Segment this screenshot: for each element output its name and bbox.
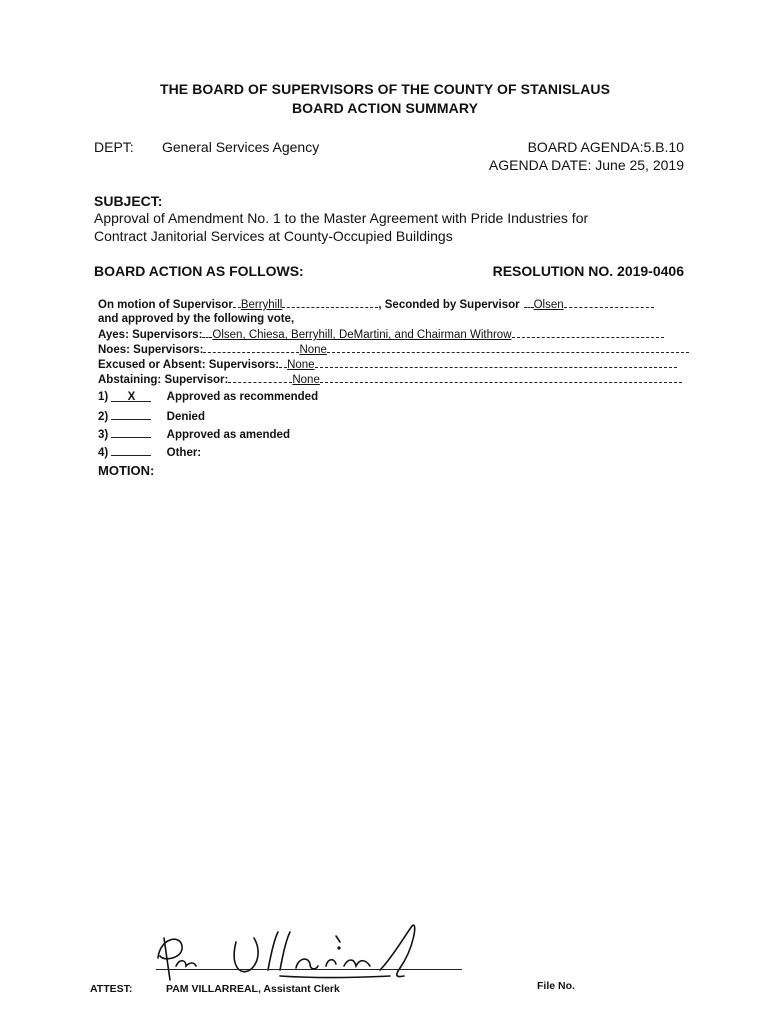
excused-line: [98, 358, 677, 371]
abstaining-value: None: [292, 374, 320, 386]
motion-label: On motion of Supervisor: [98, 299, 233, 311]
seconded-by: Olsen: [533, 299, 564, 311]
option-number: 4): [98, 447, 109, 459]
blank-line: [228, 373, 292, 383]
option-number: 2): [98, 411, 109, 423]
signature-image: [150, 918, 470, 988]
option-mark: [111, 445, 151, 456]
board-action-heading: BOARD ACTION AS FOLLOWS:: [94, 263, 304, 279]
subject-line-1: Approval of Amendment No. 1 to the Master Agreement with Pride Industries for: [94, 210, 589, 226]
file-number-label: File No.: [537, 980, 575, 992]
excused-value: None: [287, 359, 315, 371]
seconded-label: , Seconded by Supervisor: [378, 299, 520, 311]
subject-line-2: Contract Janitorial Services at County-Occupied Buildings: [94, 228, 453, 244]
blank-line: [282, 298, 378, 308]
blank-line: [320, 373, 682, 383]
abstaining-line: [98, 373, 682, 386]
abstaining-label: Abstaining: Supervisor:: [98, 374, 229, 386]
option-item: [98, 445, 201, 459]
motion-by: Berryhill: [240, 299, 283, 311]
option-label: Denied: [166, 411, 205, 423]
approved-by-vote: and approved by the following vote,: [98, 313, 295, 325]
option-number: 1): [98, 391, 109, 403]
excused-label: Excused or Absent: Supervisors:: [98, 359, 280, 371]
ayes-value: Olsen, Chiesa, Berryhill, DeMartini, and Chairman Withrow: [212, 329, 512, 341]
option-mark: [111, 427, 151, 438]
ayes-line: [98, 328, 664, 341]
blank-line: [327, 343, 689, 353]
signature-line: [156, 969, 462, 970]
option-item: [98, 409, 205, 423]
option-mark: [111, 409, 151, 420]
noes-line: [98, 343, 689, 356]
dept-value: General Services Agency: [162, 139, 320, 155]
ayes-label: Ayes: Supervisors:: [98, 329, 203, 341]
resolution-number: RESOLUTION NO. 2019-0406: [492, 263, 684, 279]
blank-line: [279, 358, 287, 368]
blank-line: [233, 298, 241, 308]
board-agenda: BOARD AGENDA:5.B.10: [527, 139, 684, 155]
subject-heading: SUBJECT:: [94, 193, 163, 209]
blank-line: [512, 328, 664, 338]
noes-value: None: [299, 344, 327, 356]
option-label: Other:: [166, 447, 202, 459]
option-item: [98, 391, 318, 403]
blank-line: [315, 358, 677, 368]
blank-line: [564, 298, 654, 308]
motion-label: MOTION:: [98, 463, 155, 478]
dept-label: DEPT:: [94, 139, 134, 155]
blank-line: [202, 328, 212, 338]
option-label: Approved as amended: [166, 429, 290, 441]
document-title: THE BOARD OF SUPERVISORS OF THE COUNTY OF STANISLAUS: [159, 81, 611, 97]
attest-label: ATTEST:: [90, 983, 133, 995]
agenda-date: AGENDA DATE: June 25, 2019: [488, 157, 684, 173]
option-label: Approved as recommended: [166, 391, 319, 403]
option-number: 3): [98, 429, 109, 441]
option-mark: X: [111, 391, 151, 402]
blank-line: [524, 298, 534, 308]
option-item: [98, 427, 290, 441]
blank-line: [203, 343, 299, 353]
clerk-name: PAM VILLARREAL, Assistant Clerk: [166, 983, 340, 995]
noes-label: Noes: Supervisors:: [98, 344, 204, 356]
document-subtitle: BOARD ACTION SUMMARY: [291, 100, 479, 116]
motion-line: [98, 298, 654, 311]
